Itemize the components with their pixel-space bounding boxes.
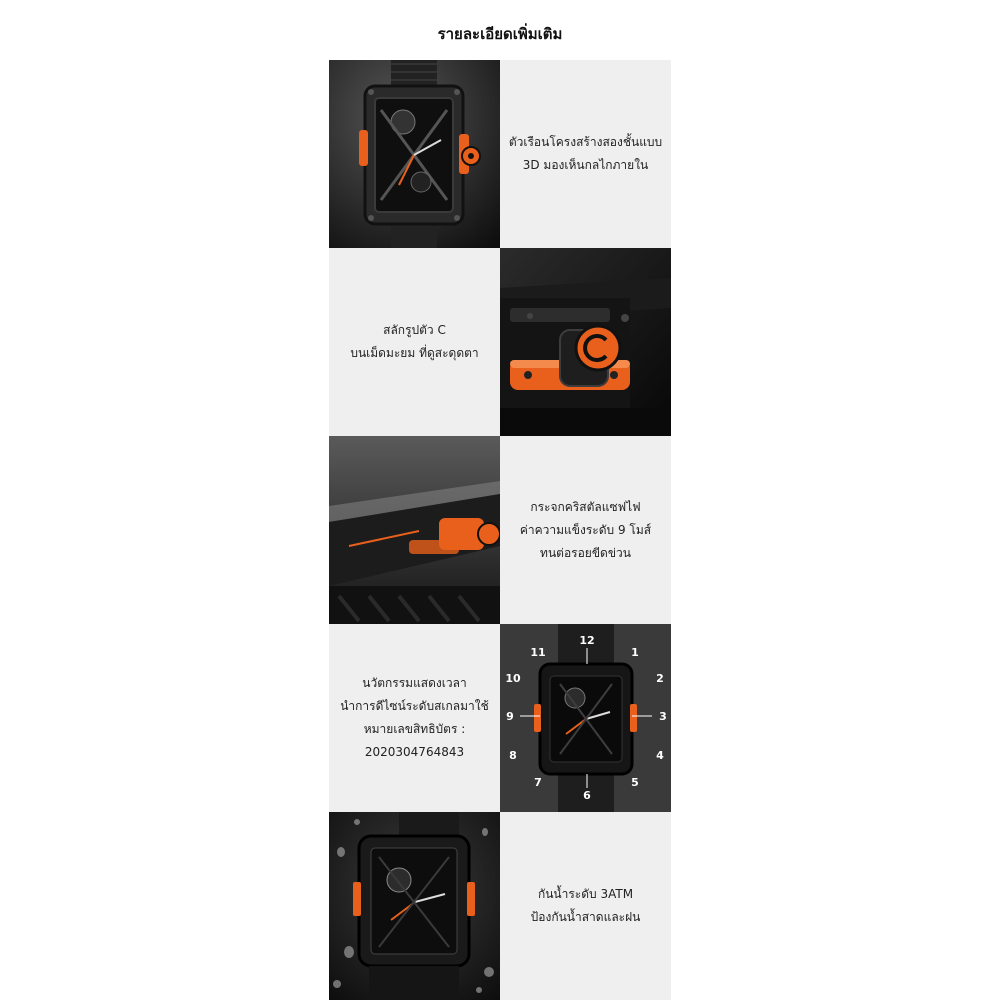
- watch-front-image: [329, 60, 500, 248]
- watch-crown-image: [500, 248, 671, 436]
- dial-number: 10: [505, 672, 521, 685]
- dial-number: 9: [506, 710, 514, 723]
- feature-line: กันน้ำระดับ 3ATM: [537, 887, 634, 901]
- feature-line: 2020304764843: [364, 745, 465, 759]
- feature-row-1: [329, 60, 671, 248]
- dial-number: 3: [659, 710, 667, 723]
- watch-sapphire-glass-icon: [329, 436, 500, 624]
- feature-row-2: [329, 248, 671, 436]
- dial-number: 5: [631, 776, 639, 789]
- watch-front-icon: [329, 60, 500, 248]
- dial-number: 2: [656, 672, 664, 685]
- feature-line: ทนต่อรอยขีดข่วน: [540, 545, 631, 560]
- feature-line: สลักรูปตัว C: [383, 323, 446, 337]
- feature-line: ตัวเรือนโครงสร้างสองชั้นแบบ: [508, 135, 663, 149]
- feature-line: ค่าความแข็งระดับ 9 โมส์: [519, 522, 652, 537]
- dial-number: 11: [530, 646, 546, 659]
- feature-line: บนเม็ดมะยม ที่ดูสะดุดตา: [350, 346, 479, 360]
- dial-number: 6: [583, 789, 591, 802]
- feature-line: 3D มองเห็นกลไกภายใน: [522, 158, 649, 172]
- watch-glass-image: [329, 436, 500, 624]
- feature-row-4: [329, 624, 671, 812]
- watch-dial-image: [500, 624, 671, 812]
- page-title: รายละเอียดเพิ่มเติม: [437, 25, 563, 43]
- watch-dial-scale-icon: [500, 624, 671, 812]
- feature-row-3: [329, 436, 671, 624]
- dial-number: 8: [509, 749, 517, 762]
- feature-line: นวัตกรรมแสดงเวลา: [362, 676, 467, 690]
- feature-row-5: [329, 812, 671, 1000]
- feature-line: ป้องกันน้ำสาดและฝน: [530, 910, 641, 924]
- feature-text-1: [500, 60, 671, 248]
- dial-number: 12: [579, 634, 595, 647]
- dial-number: 1: [631, 646, 639, 659]
- watch-crown-closeup-icon: [500, 248, 671, 436]
- feature-text-5: [500, 812, 671, 1000]
- dial-number: 7: [534, 776, 542, 789]
- feature-text-2: [329, 248, 500, 436]
- feature-line: หมายเลขสิทธิบัตร :: [363, 722, 466, 736]
- feature-line: กระจกคริสตัลแซฟไฟ: [530, 499, 641, 514]
- watch-water-image: [329, 812, 500, 1000]
- feature-line: นำการดีไซน์ระดับสเกลมาใช้: [340, 699, 489, 713]
- dial-number: 4: [656, 749, 664, 762]
- feature-text-3: [500, 436, 671, 624]
- feature-grid: [329, 60, 671, 1000]
- watch-water-drops-icon: [329, 812, 500, 1000]
- feature-text-4: [329, 624, 500, 812]
